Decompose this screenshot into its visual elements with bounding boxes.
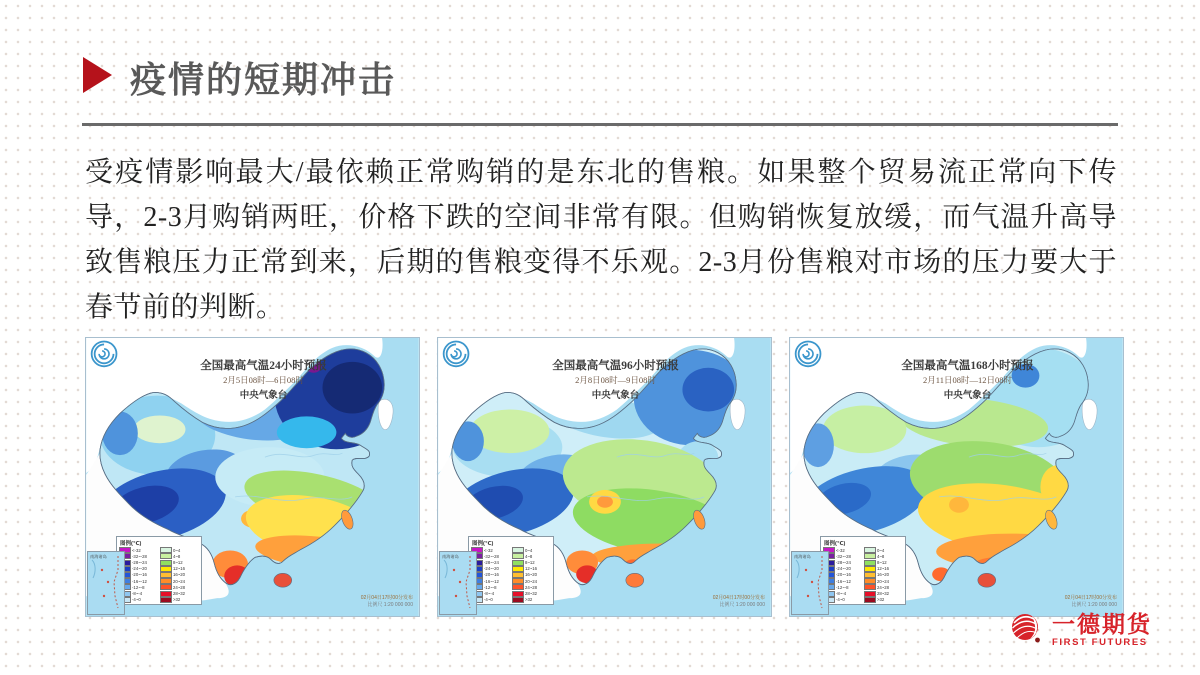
legend-label: 20~24 (525, 578, 538, 584)
legend-row (865, 573, 902, 578)
map-period: 2月5日08时—6日08时 (223, 375, 304, 385)
legend-label: -32~-28 (132, 553, 147, 559)
legend-title: 图例(℃) (824, 540, 846, 547)
legend-swatch (161, 561, 171, 565)
legend-row (513, 554, 550, 559)
map-scale-note: 比例尺 1:20 000 000 (367, 602, 413, 608)
legend-row (472, 585, 509, 590)
weather-maps-row (85, 337, 1124, 617)
legend-label: 28~32 (525, 591, 538, 597)
legend-swatch (865, 548, 875, 552)
legend-label: 24~28 (877, 584, 890, 590)
legend-label: 8~12 (525, 560, 535, 566)
inset-label: 南海诸岛 (90, 554, 107, 559)
legend-row (865, 579, 902, 584)
legend-row (472, 597, 509, 602)
legend-row (120, 591, 157, 596)
legend-label: 12~16 (877, 566, 890, 572)
legend-row (513, 573, 550, 578)
legend-swatch (865, 585, 875, 589)
legend-label: -16~-12 (484, 578, 499, 584)
legend-row (824, 585, 861, 590)
legend-label: -24~-20 (484, 566, 499, 572)
legend-label: 4~8 (877, 553, 885, 559)
legend-label: 12~16 (525, 566, 538, 572)
legend-label: >32 (173, 597, 181, 603)
map-title: 全国最高气温168小时预报 (901, 360, 1034, 372)
legend-label: >32 (525, 597, 533, 603)
legend-label: 4~8 (525, 553, 533, 559)
legend-swatch (161, 585, 171, 589)
body-paragraph: 受疫情影响最大/最依赖正常购销的是东北的售粮。如果整个贸易流正常向下传导，2-3月购销两旺，价格下跌的空间非常有限。但购销恢复放缓，而气温升高导致售粮压力正常到来，后期的售粮变得不乐观。2-3月份售粮对市场的压力要大于春节前的判断。 (85, 157, 1117, 323)
south-china-sea-inset (791, 551, 829, 615)
legend-label: -20~-16 (836, 572, 851, 578)
legend-label: -20~-16 (132, 572, 147, 578)
legend-row (120, 548, 157, 553)
legend-swatch (513, 579, 523, 583)
legend-label: -28~-24 (132, 560, 147, 566)
legend-row (824, 591, 861, 596)
legend-row (824, 597, 861, 602)
legend-label: 24~28 (525, 584, 538, 590)
legend-row (161, 591, 198, 596)
legend-row (824, 566, 861, 571)
legend-swatch (161, 598, 171, 602)
legend-label: -4~0 (836, 597, 845, 603)
legend-columns (824, 548, 902, 602)
map-title: 全国最高气温24小时预报 (200, 360, 327, 372)
legend-swatch (513, 598, 523, 602)
legend-row (513, 579, 550, 584)
map-issue-time: 02月04日17时00分发布 (360, 595, 413, 601)
legend-label: 8~12 (877, 560, 887, 566)
map-issue-time: 02月04日17时00分发布 (1064, 595, 1117, 601)
legend-row (824, 548, 861, 553)
legend-swatch (513, 592, 523, 596)
legend-label: -24~-20 (836, 566, 851, 572)
legend-row (472, 566, 509, 571)
legend-label: 28~32 (173, 591, 186, 597)
legend-row (161, 579, 198, 584)
map-scale-note: 比例尺 1:20 000 000 (1071, 602, 1117, 608)
legend-label: -16~-12 (132, 578, 147, 584)
map-agency: 中央气象台 (943, 391, 992, 401)
legend-row (120, 597, 157, 602)
company-logo (1010, 612, 1152, 648)
legend-row (865, 566, 902, 571)
legend-label: -8~-4 (132, 591, 143, 597)
legend-row (865, 597, 902, 602)
legend-label: 4~8 (173, 553, 181, 559)
legend-columns (472, 548, 550, 602)
legend-columns (120, 548, 198, 602)
legend-swatch (865, 561, 875, 565)
hainan-island (626, 573, 644, 587)
legend-swatch (865, 573, 875, 577)
legend-label: 20~24 (173, 578, 186, 584)
map-agency: 中央气象台 (239, 391, 288, 401)
legend-swatch (513, 561, 523, 565)
south-china-sea-inset (439, 551, 477, 615)
weather-map-168h (789, 337, 1124, 617)
legend-label: -32~-28 (836, 553, 851, 559)
south-china-sea-inset (87, 551, 125, 615)
legend-row (865, 560, 902, 565)
legend-title: 图例(℃) (472, 540, 494, 547)
legend-label: 0~4 (525, 547, 533, 553)
legend-label: -20~-16 (484, 572, 499, 578)
legend-swatch (865, 554, 875, 558)
legend-label: -4~0 (132, 597, 141, 603)
logo-text-en: FIRST FUTURES (1052, 637, 1148, 648)
legend-swatch (161, 579, 171, 583)
legend-swatch (865, 567, 875, 571)
legend-label: -28~-24 (836, 560, 851, 566)
legend-row (161, 597, 198, 602)
map-agency: 中央气象台 (591, 391, 640, 401)
legend-row (513, 585, 550, 590)
legend-label: 12~16 (173, 566, 186, 572)
legend-row (472, 560, 509, 565)
inset-islands-art (792, 552, 828, 614)
legend-row (865, 585, 902, 590)
cma-logo-icon (796, 341, 821, 366)
legend-row (161, 548, 198, 553)
legend-swatch (865, 598, 875, 602)
logo-text-cn: 一德期货 (1052, 611, 1152, 637)
legend-swatch (865, 592, 875, 596)
legend-row (865, 591, 902, 596)
inset-islands-art (440, 552, 476, 614)
legend-row (824, 579, 861, 584)
cma-logo-icon (92, 341, 117, 366)
title-bullet-triangle-icon (83, 57, 112, 93)
hainan-island (274, 573, 292, 587)
legend-row (865, 548, 902, 553)
legend-swatch (161, 567, 171, 571)
legend-swatch (513, 554, 523, 558)
legend-row (824, 560, 861, 565)
legend-label: 16~20 (877, 572, 890, 578)
map-legend (820, 536, 906, 605)
legend-label: 8~12 (173, 560, 183, 566)
map-period: 2月8日08时—9日08时 (575, 375, 656, 385)
cma-logo-icon (444, 341, 469, 366)
legend-row (472, 579, 509, 584)
slide-title: 疫情的短期冲击 (130, 59, 397, 100)
legend-row (161, 573, 198, 578)
legend-label: -12~-8 (484, 584, 497, 590)
legend-label: -12~-8 (132, 584, 145, 590)
legend-row (824, 554, 861, 559)
legend-label: 0~4 (173, 547, 181, 553)
map-period: 2月11日08时—12日08时 (923, 375, 1012, 385)
legend-row (120, 579, 157, 584)
legend-swatch (865, 579, 875, 583)
legend-row (120, 585, 157, 590)
map-legend (116, 536, 202, 605)
legend-label: 16~20 (173, 572, 186, 578)
weather-map-24h (85, 337, 420, 617)
legend-swatch (161, 573, 171, 577)
map-issue-time: 02月04日17时00分发布 (712, 595, 765, 601)
legend-label: 28~32 (877, 591, 890, 597)
legend-label: -12~-8 (836, 584, 849, 590)
legend-row (513, 597, 550, 602)
legend-row (513, 548, 550, 553)
legend-label: 16~20 (525, 572, 538, 578)
title-divider (82, 123, 1118, 126)
legend-row (120, 554, 157, 559)
legend-label: -28~-24 (484, 560, 499, 566)
legend-row (472, 548, 509, 553)
legend-row (824, 573, 861, 578)
hainan-island (978, 573, 996, 587)
legend-label: 0~4 (877, 547, 885, 553)
legend-row (120, 560, 157, 565)
legend-row (472, 591, 509, 596)
legend-row (513, 566, 550, 571)
map-legend (468, 536, 554, 605)
legend-row (161, 554, 198, 559)
legend-label: <-32 (132, 547, 141, 553)
legend-label: -24~-20 (132, 566, 147, 572)
legend-row (865, 554, 902, 559)
first-futures-logo-icon (1010, 612, 1044, 648)
inset-label: 南海诸岛 (442, 554, 459, 559)
legend-label: -8~-4 (484, 591, 495, 597)
legend-label: <-32 (836, 547, 845, 553)
legend-label: 20~24 (877, 578, 890, 584)
legend-swatch (161, 554, 171, 558)
inset-label: 南海诸岛 (794, 554, 811, 559)
legend-row (161, 566, 198, 571)
map-title: 全国最高气温96小时预报 (552, 360, 679, 372)
legend-row (513, 560, 550, 565)
legend-row (120, 566, 157, 571)
legend-swatch (513, 548, 523, 552)
legend-label: >32 (877, 597, 885, 603)
inset-islands-art (88, 552, 124, 614)
legend-row (161, 585, 198, 590)
legend-swatch (161, 592, 171, 596)
legend-label: -8~-4 (836, 591, 847, 597)
legend-swatch (161, 548, 171, 552)
legend-label: <-32 (484, 547, 493, 553)
legend-row (513, 591, 550, 596)
legend-swatch (513, 567, 523, 571)
map-scale-note: 比例尺 1:20 000 000 (719, 602, 765, 608)
legend-row (161, 560, 198, 565)
legend-row (472, 573, 509, 578)
legend-row (472, 554, 509, 559)
legend-swatch (513, 573, 523, 577)
legend-label: -16~-12 (836, 578, 851, 584)
legend-swatch (513, 585, 523, 589)
legend-label: 24~28 (173, 584, 186, 590)
legend-label: -32~-28 (484, 553, 499, 559)
legend-label: -4~0 (484, 597, 493, 603)
legend-title: 图例(℃) (120, 540, 142, 547)
legend-row (120, 573, 157, 578)
weather-map-96h (437, 337, 772, 617)
